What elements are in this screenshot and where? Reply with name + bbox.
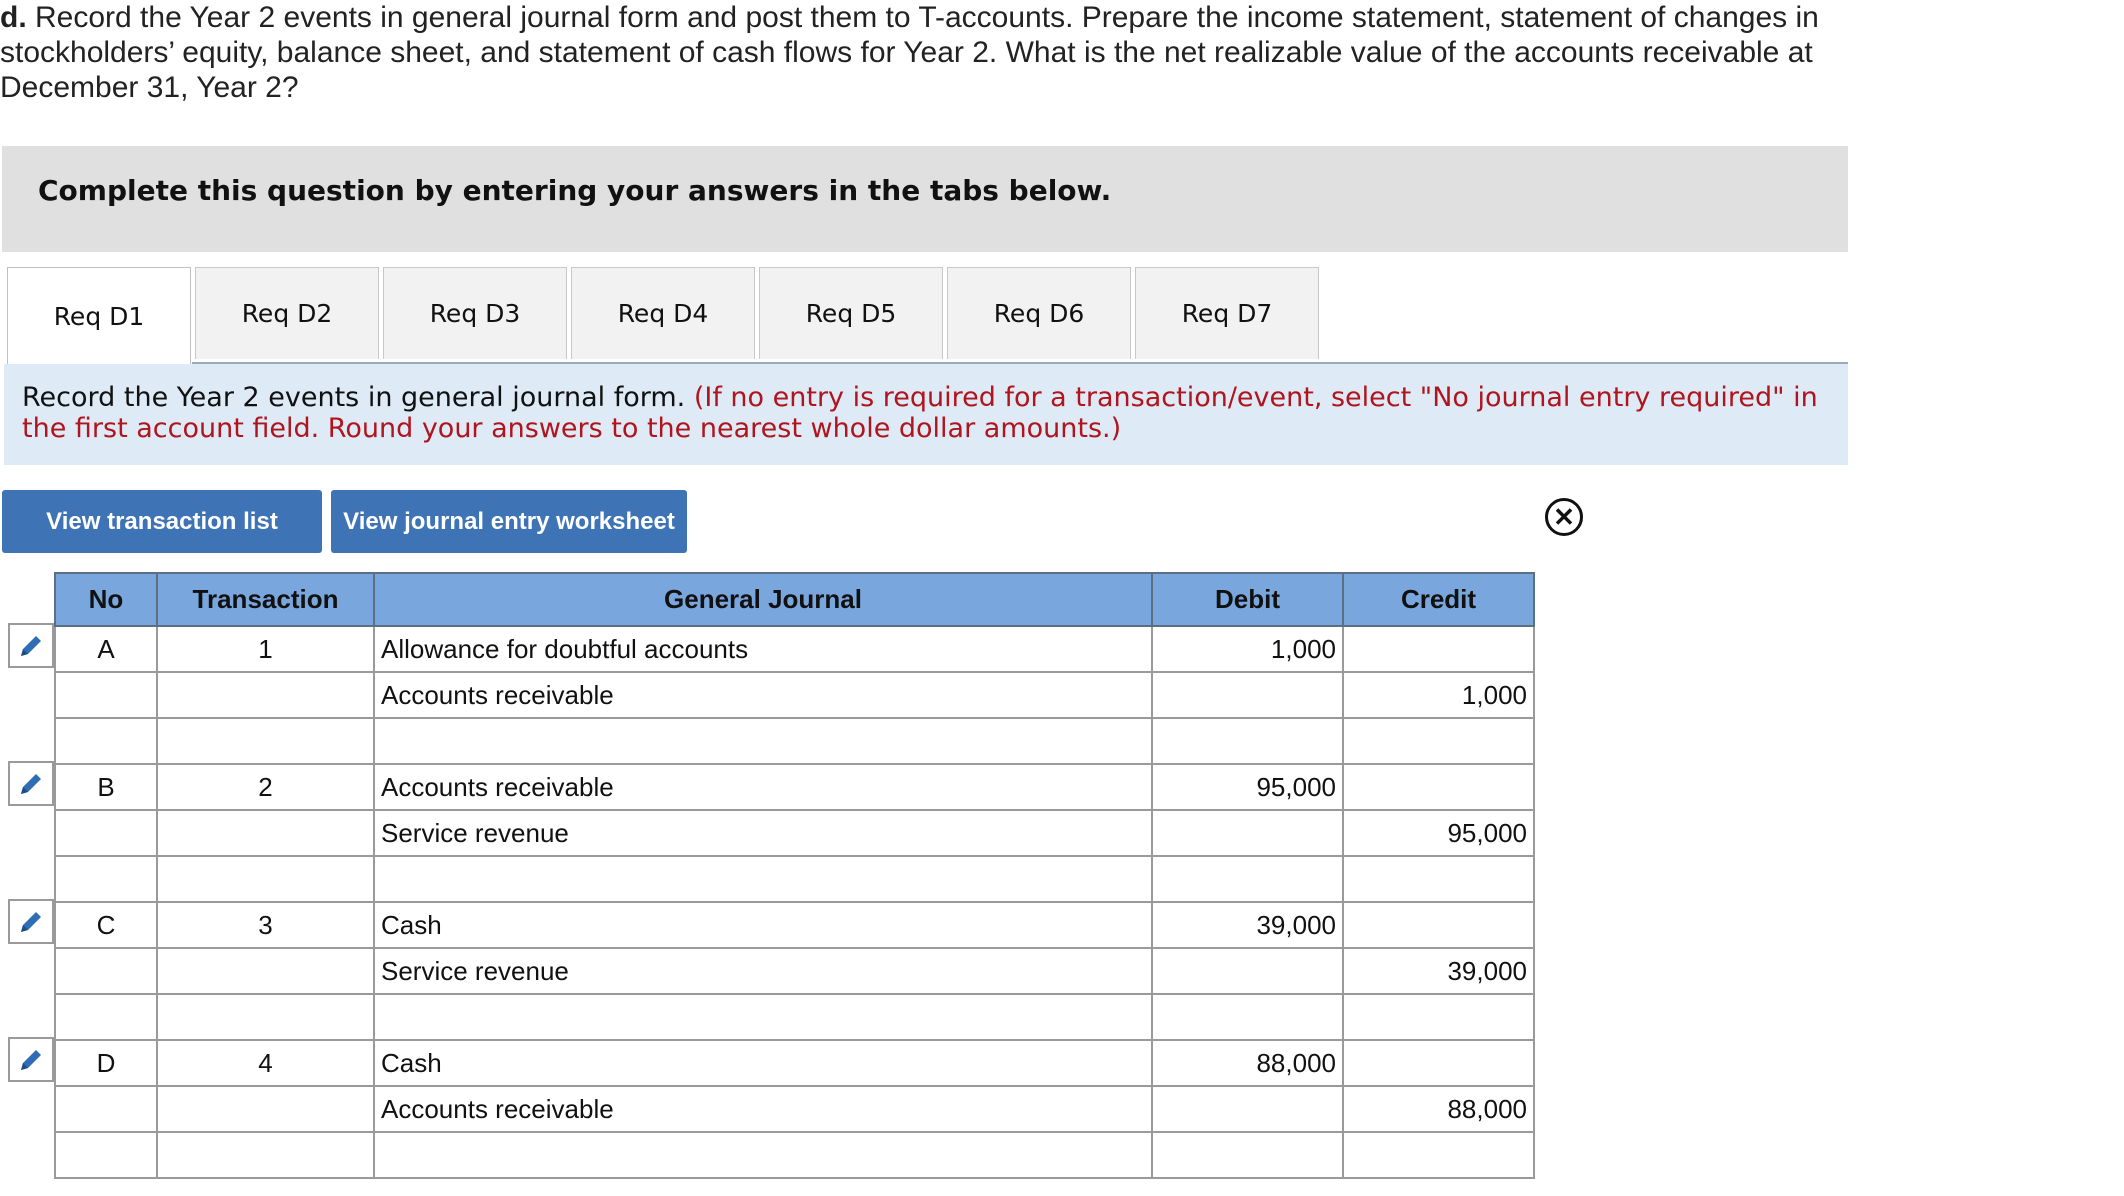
- edit-entry-c-button[interactable]: [8, 899, 54, 944]
- empty-cell: [55, 810, 157, 856]
- credit-amount-empty[interactable]: [1343, 764, 1534, 810]
- pencil-icon: [16, 907, 46, 937]
- table-row-blank: [55, 994, 1534, 1040]
- close-icon[interactable]: ✕: [1545, 498, 1583, 536]
- edit-entry-d-button[interactable]: [8, 1037, 54, 1082]
- tab-req-d2[interactable]: Req D2: [195, 267, 379, 359]
- tab-req-d6[interactable]: Req D6: [947, 267, 1131, 359]
- tab-req-d4[interactable]: Req D4: [571, 267, 755, 359]
- table-row: [55, 902, 1534, 948]
- tab-req-d5[interactable]: Req D5: [759, 267, 943, 359]
- entry-transaction: 3: [157, 902, 374, 948]
- empty-cell: [55, 994, 157, 1040]
- general-journal-table: [54, 572, 1535, 1179]
- empty-cell: [55, 1086, 157, 1132]
- header-credit: Credit: [1343, 573, 1534, 626]
- debit-amount-empty[interactable]: [1152, 672, 1343, 718]
- empty-cell: [55, 948, 157, 994]
- table-row: [55, 1040, 1534, 1086]
- credit-amount-empty[interactable]: [1343, 902, 1534, 948]
- credit-amount-empty[interactable]: [1343, 1040, 1534, 1086]
- empty-cell: [157, 994, 374, 1040]
- empty-cell: [55, 856, 157, 902]
- requirement-panel: [4, 364, 1848, 465]
- empty-cell: [55, 1132, 157, 1178]
- credit-account[interactable]: Service revenue: [374, 948, 1152, 994]
- empty-account-cell[interactable]: [374, 718, 1152, 764]
- empty-cell: [157, 856, 374, 902]
- empty-cell: [157, 948, 374, 994]
- debit-account[interactable]: Allowance for doubtful accounts: [374, 626, 1152, 672]
- debit-amount-empty[interactable]: [1152, 1086, 1343, 1132]
- edit-entry-a-button[interactable]: [8, 623, 54, 668]
- credit-amount-empty[interactable]: [1343, 626, 1534, 672]
- empty-cell: [157, 810, 374, 856]
- empty-account-cell[interactable]: [374, 856, 1152, 902]
- debit-amount[interactable]: 39,000: [1152, 902, 1343, 948]
- empty-amount-cell[interactable]: [1343, 1132, 1534, 1178]
- requirement-note: (If no entry is required for a transaction/event, select "No journal entry required" in the first account field. Round your answers to the nearest whole dollar amounts.): [22, 382, 1818, 444]
- credit-amount[interactable]: 39,000: [1343, 948, 1534, 994]
- instruction-text: Complete this question by entering your answers in the tabs below.: [38, 174, 1112, 207]
- table-row-blank: [55, 718, 1534, 764]
- empty-account-cell[interactable]: [374, 994, 1152, 1040]
- entry-no: A: [55, 626, 157, 672]
- empty-amount-cell[interactable]: [1152, 994, 1343, 1040]
- debit-amount[interactable]: 1,000: [1152, 626, 1343, 672]
- debit-account[interactable]: Accounts receivable: [374, 764, 1152, 810]
- pencil-icon: [16, 631, 46, 661]
- edit-entry-b-button[interactable]: [8, 761, 54, 806]
- table-row-blank: [55, 856, 1534, 902]
- debit-amount-empty[interactable]: [1152, 948, 1343, 994]
- requirement-main: Record the Year 2 events in general journal form.: [22, 382, 694, 413]
- entry-transaction: 2: [157, 764, 374, 810]
- empty-amount-cell[interactable]: [1152, 1132, 1343, 1178]
- credit-account[interactable]: Service revenue: [374, 810, 1152, 856]
- table-row: [55, 948, 1534, 994]
- empty-account-cell[interactable]: [374, 1132, 1152, 1178]
- debit-amount-empty[interactable]: [1152, 810, 1343, 856]
- credit-amount[interactable]: 88,000: [1343, 1086, 1534, 1132]
- debit-amount[interactable]: 88,000: [1152, 1040, 1343, 1086]
- header-general-journal: General Journal: [374, 573, 1152, 626]
- table-row-blank: [55, 1132, 1534, 1178]
- view-journal-entry-worksheet-button[interactable]: View journal entry worksheet: [331, 490, 687, 553]
- empty-amount-cell[interactable]: [1152, 856, 1343, 902]
- header-debit: Debit: [1152, 573, 1343, 626]
- header-transaction: Transaction: [157, 573, 374, 626]
- empty-cell: [55, 718, 157, 764]
- entry-no: B: [55, 764, 157, 810]
- credit-account[interactable]: Accounts receivable: [374, 672, 1152, 718]
- empty-amount-cell[interactable]: [1152, 718, 1343, 764]
- view-transaction-list-button[interactable]: View transaction list: [2, 490, 322, 553]
- debit-account[interactable]: Cash: [374, 902, 1152, 948]
- table-row: [55, 764, 1534, 810]
- tab-req-d1[interactable]: Req D1: [7, 267, 191, 364]
- question-prefix: d.: [0, 1, 27, 34]
- credit-amount[interactable]: 1,000: [1343, 672, 1534, 718]
- table-row: [55, 810, 1534, 856]
- question-text: [0, 0, 1900, 105]
- question-body: Record the Year 2 events in general journal form and post them to T-accounts. Prepare the income statement, statement of changes in stockholders’ equity, balance sheet, and statement of cash flows for Year 2. What is the net realizable value of the accounts receivable at December 31, Year 2?: [0, 1, 1819, 104]
- table-header-row: [55, 573, 1534, 626]
- table-row: [55, 1086, 1534, 1132]
- table-row: [55, 626, 1534, 672]
- debit-account[interactable]: Cash: [374, 1040, 1152, 1086]
- empty-amount-cell[interactable]: [1343, 856, 1534, 902]
- debit-amount[interactable]: 95,000: [1152, 764, 1343, 810]
- header-no: No: [55, 573, 157, 626]
- tab-req-d7[interactable]: Req D7: [1135, 267, 1319, 359]
- instruction-box: [2, 146, 1848, 252]
- empty-amount-cell[interactable]: [1343, 718, 1534, 764]
- entry-transaction: 1: [157, 626, 374, 672]
- empty-cell: [157, 1132, 374, 1178]
- empty-cell: [157, 672, 374, 718]
- requirement-text: [22, 382, 1832, 444]
- pencil-icon: [16, 1045, 46, 1075]
- entry-no: C: [55, 902, 157, 948]
- tab-req-d3[interactable]: Req D3: [383, 267, 567, 359]
- table-row: [55, 672, 1534, 718]
- pencil-icon: [16, 769, 46, 799]
- empty-amount-cell[interactable]: [1343, 994, 1534, 1040]
- empty-cell: [157, 1086, 374, 1132]
- empty-cell: [55, 672, 157, 718]
- empty-cell: [157, 718, 374, 764]
- credit-amount[interactable]: 95,000: [1343, 810, 1534, 856]
- entry-transaction: 4: [157, 1040, 374, 1086]
- entry-no: D: [55, 1040, 157, 1086]
- credit-account[interactable]: Accounts receivable: [374, 1086, 1152, 1132]
